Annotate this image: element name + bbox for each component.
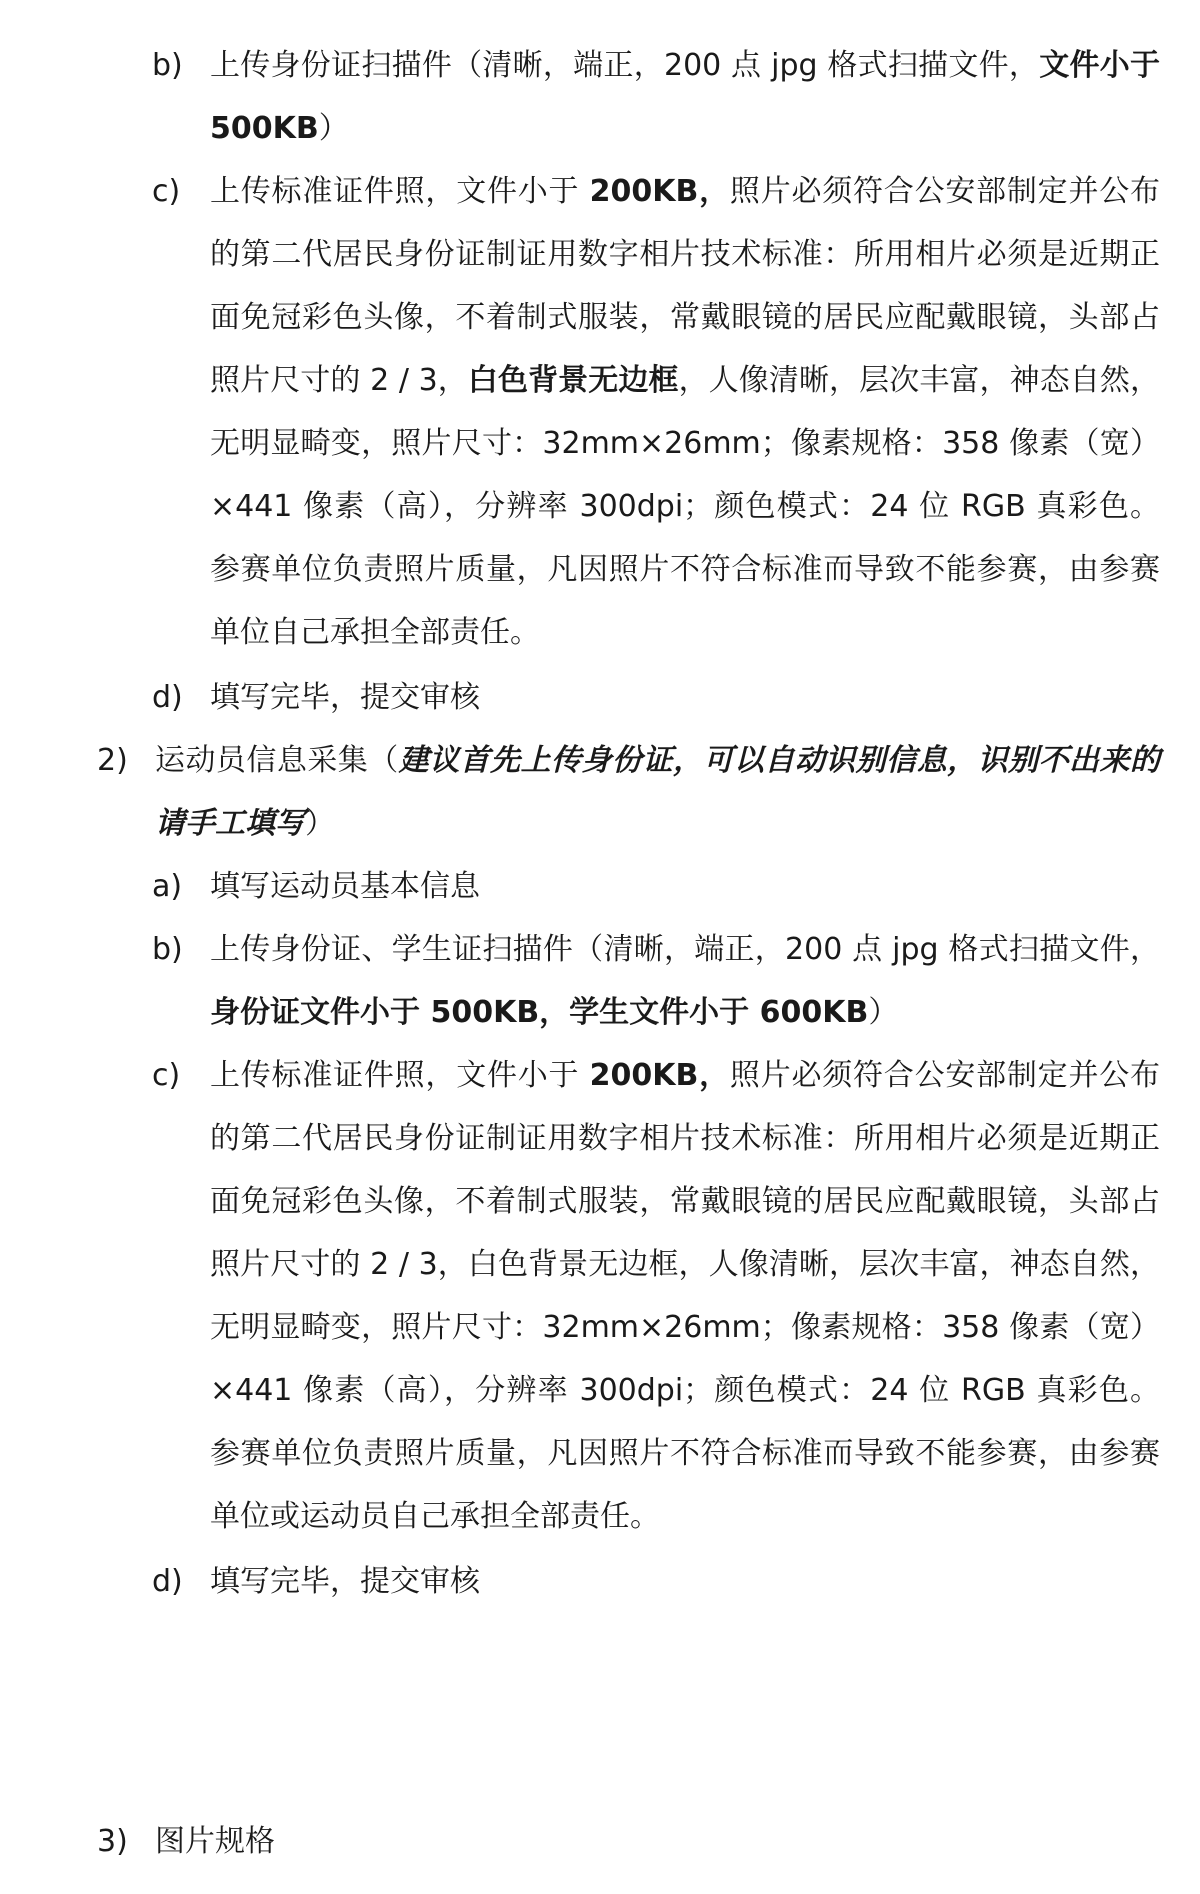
list-item-upload-id-scan: [152, 34, 1160, 160]
list-item-text: 填写运动员基本信息: [210, 869, 480, 904]
list-item-text: 填写完毕，提交审核: [210, 1564, 480, 1599]
emphasis-text: 文件小于 500KB: [210, 48, 1160, 146]
section-marker: 2): [97, 743, 128, 778]
emphasis-text: 身份证文件小于 500KB，学生文件小于 600KB: [210, 995, 869, 1030]
list-item-text: 上传身份证、学生证扫描件（清晰，端正，200 点 jpg 格式扫描文件，身份证文件小于 500KB，学生文件小于 600KB）: [210, 932, 1160, 1030]
emphasis-text: 200KB，: [589, 1058, 730, 1093]
list-marker: d): [152, 680, 183, 715]
list-item-upload-id-student-card: [152, 918, 1160, 1044]
list-marker: c): [152, 1058, 181, 1093]
list-item-upload-standard-photo: [152, 1044, 1160, 1548]
section-athlete-info: [97, 729, 1160, 855]
list-item-fill-basic-info: [152, 855, 1160, 918]
emphasis-text: 200KB，: [589, 174, 730, 209]
list-item-text: 上传标准证件照，文件小于 200KB，照片必须符合公安部制定并公布的第二代居民身份证制证用数字相片技术标准：所用相片必须是近期正面免冠彩色头像，不着制式服装，常戴眼镜的居民应配戴眼镜，头部占照片尺寸的 2 / 3，白色背景无边框，人像清晰，层次丰富，神态自然，无明显畸变，照片尺寸：32mm×26mm；像素规格：358 像素（宽）×441 像素（高），分辨率 300dpi；颜色模式：24 位 RGB 真彩色。参赛单位负责照片质量，凡因照片不符合标准而导致不能参赛，由参赛单位自己承担全部责任。: [210, 174, 1161, 650]
section-marker: 3): [97, 1824, 128, 1859]
list-marker: d): [152, 1564, 183, 1599]
section-image-specs: [97, 1810, 1160, 1873]
section-text: 运动员信息采集（建议首先上传身份证，可以自动识别信息，识别不出来的请手工填写）: [155, 743, 1160, 841]
list-item-text: 填写完毕，提交审核: [210, 680, 480, 715]
section-text: 图片规格: [155, 1824, 275, 1859]
list-marker: b): [152, 48, 183, 83]
list-marker: a): [152, 869, 183, 904]
list-item-text: 上传标准证件照，文件小于 200KB，照片必须符合公安部制定并公布的第二代居民身份证制证用数字相片技术标准：所用相片必须是近期正面免冠彩色头像，不着制式服装，常戴眼镜的居民应配戴眼镜，头部占照片尺寸的 2 / 3，白色背景无边框，人像清晰，层次丰富，神态自然，无明显畸变，照片尺寸：32mm×26mm；像素规格：358 像素（宽）×441 像素（高），分辨率 300dpi；颜色模式：24 位 RGB 真彩色。参赛单位负责照片质量，凡因照片不符合标准而导致不能参赛，由参赛单位或运动员自己承担全部责任。: [210, 1058, 1160, 1534]
emphasis-text: 白色背景无边框: [467, 363, 679, 398]
emphasis-text: 建议首先上传身份证，可以自动识别信息，识别不出来的请手工填写: [155, 743, 1160, 841]
list-marker: b): [152, 932, 183, 967]
list-marker: c): [152, 174, 181, 209]
list-item-submit-review: [152, 1550, 1160, 1613]
list-item-submit-review: [152, 666, 1160, 729]
list-item-upload-standard-photo: [152, 160, 1160, 664]
list-item-text: 上传身份证扫描件（清晰，端正，200 点 jpg 格式扫描文件，文件小于 500KB）: [210, 48, 1160, 146]
